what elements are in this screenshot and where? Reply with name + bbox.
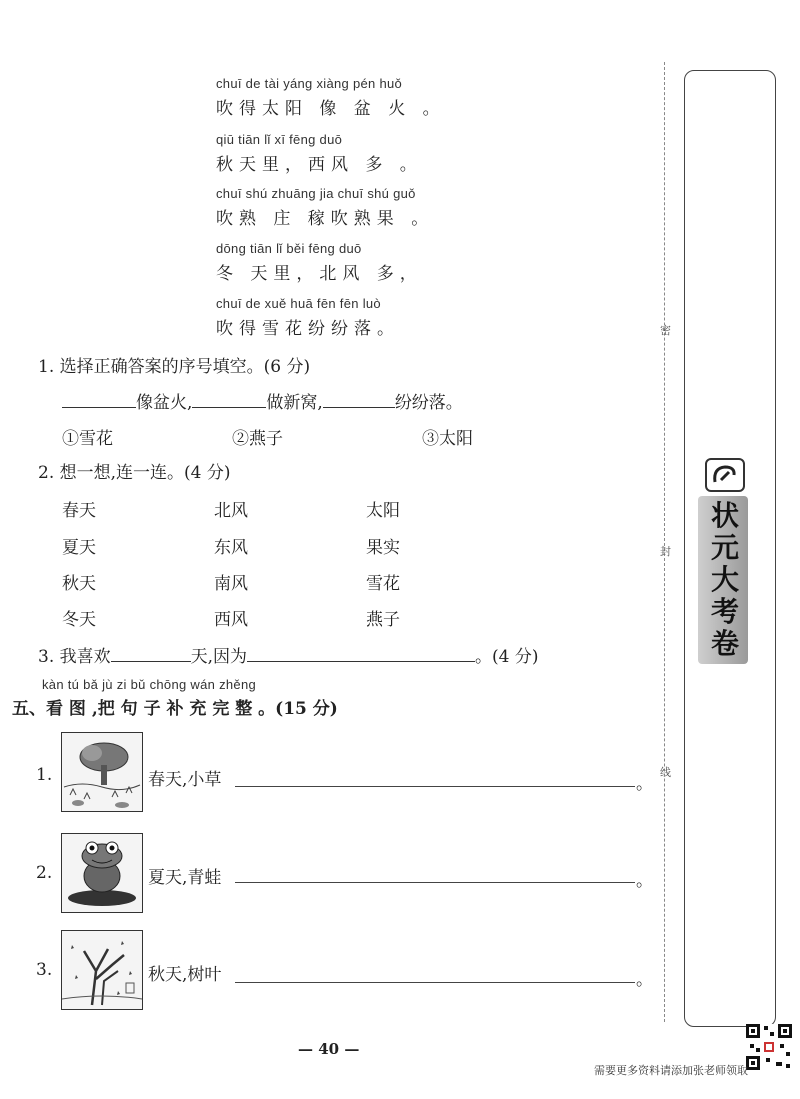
q1-blank-3[interactable] [323, 391, 395, 408]
q1-part-2: 做新窝, [266, 393, 323, 413]
q3-label: 3. 我喜欢 [38, 647, 111, 667]
section5-pinyin: kàn tú bǎ jù zi bǔ chōng wán zhěng [42, 677, 257, 692]
page-number: — 40 — [298, 1040, 360, 1058]
brand-name: 状元大考卷 [710, 499, 739, 660]
poem-pinyin-2: qiū tiān lǐ xī fēng duō [216, 132, 343, 147]
q3-mid: 天,因为 [190, 647, 248, 667]
q3-blank-season[interactable] [111, 645, 191, 662]
q3-blank-reason[interactable] [247, 645, 475, 662]
q2-season[interactable]: 冬天 [62, 610, 96, 630]
brand-logo-icon [705, 458, 745, 492]
q2-thing[interactable]: 燕子 [366, 610, 400, 630]
q2-title: 2. 想一想,连一连。(4 分) [38, 463, 231, 483]
seal-dashed-line [664, 62, 665, 1022]
q3-end: 。(4 分) [475, 647, 539, 667]
autumn-tree-icon [61, 930, 143, 1010]
s5-answer-line-1[interactable] [235, 786, 635, 787]
s5-item-prompt: 秋天,树叶 [148, 965, 222, 985]
seal-char: 封 [660, 545, 671, 558]
q2-thing[interactable]: 太阳 [366, 501, 400, 521]
q1-sentence [62, 388, 463, 413]
s5-item-number: 3. [36, 960, 53, 980]
q2-thing[interactable]: 果实 [366, 538, 400, 558]
s5-answer-line-3[interactable] [235, 982, 635, 983]
poem-line-1: 吹得太阳 像 盆 火 。 [216, 99, 446, 119]
qr-code-icon[interactable] [746, 1024, 792, 1070]
poem-pinyin-1: chuī de tài yáng xiàng pén huǒ [216, 76, 403, 91]
q3-sentence [38, 642, 539, 667]
poem-pinyin-3: chuī shú zhuāng jia chuī shú guǒ [216, 186, 416, 201]
frog-icon [61, 833, 143, 913]
q1-option-1: ①雪花 [62, 429, 113, 449]
q1-title: 1. 选择正确答案的序号填空。(6 分) [38, 357, 311, 377]
poem-pinyin-5: chuī de xuě huā fēn fēn luò [216, 296, 381, 311]
q2-wind[interactable]: 西风 [214, 610, 248, 630]
tree-grass-icon [61, 732, 143, 812]
seal-char: 密 [660, 324, 671, 337]
s5-item-end: 。 [636, 774, 653, 794]
poem-line-3: 吹熟 庄 稼吹熟果 。 [216, 209, 435, 229]
q1-option-3: ③太阳 [422, 429, 473, 449]
poem-line-2: 秋天里，西风 多 。 [216, 155, 423, 175]
q1-option-2: ②燕子 [232, 429, 283, 449]
q2-wind[interactable]: 北风 [214, 501, 248, 521]
s5-answer-line-2[interactable] [235, 882, 635, 883]
q1-part-3: 纷纷落。 [394, 393, 463, 413]
section5-title: 五、看 图 ,把 句 子 补 充 完 整 。(15 分) [12, 699, 338, 719]
s5-item-prompt: 春天,小草 [148, 770, 222, 790]
s5-item-number: 2. [36, 863, 53, 883]
q2-season[interactable]: 夏天 [62, 538, 96, 558]
footer-note: 需要更多资料请添加张老师领取 [594, 1064, 748, 1077]
q1-blank-2[interactable] [192, 391, 266, 408]
s5-item-prompt: 夏天,青蛙 [148, 868, 222, 888]
s5-item-end: 。 [636, 970, 653, 990]
q1-part-1: 像盆火, [136, 393, 193, 413]
poem-line-5: 吹得雪花纷纷落。 [216, 319, 400, 339]
q1-blank-1[interactable] [62, 391, 136, 408]
q2-wind[interactable]: 东风 [214, 538, 248, 558]
poem-line-4: 冬 天里，北风 多， [216, 264, 423, 284]
s5-item-number: 1. [36, 765, 53, 785]
seal-char: 线 [660, 766, 671, 779]
q2-season[interactable]: 秋天 [62, 574, 96, 594]
q2-season[interactable]: 春天 [62, 501, 96, 521]
poem-pinyin-4: dōng tiān lǐ běi fēng duō [216, 241, 362, 256]
q2-wind[interactable]: 南风 [214, 574, 248, 594]
s5-item-end: 。 [636, 871, 653, 891]
q2-thing[interactable]: 雪花 [366, 574, 400, 594]
